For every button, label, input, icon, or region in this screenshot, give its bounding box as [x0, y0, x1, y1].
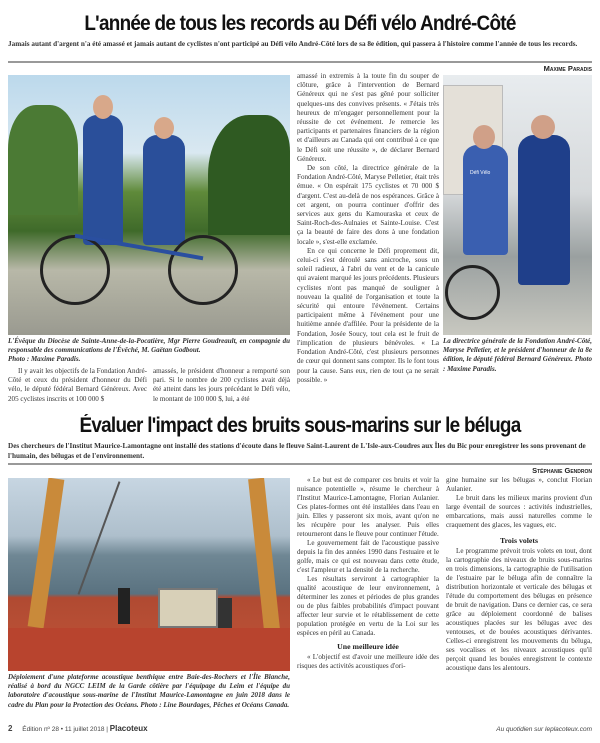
- paragraph: « Le but est de comparer ces bruits et voir la nuisance potentielle », résume le chercheur à l'Institut Maurice-Lamontagne, Florian Aulanier. Ces plates-formes ont été installées dans l'eau en juin. Elles y passeront six mois, avant qu'on ne les récupère pour les analyser. Puis elles retourneront dans le fleuve pour continuer l'étude.: [297, 476, 439, 538]
- article2-column-2: [446, 476, 592, 673]
- paragraph: gine humaine sur les bélugas », conclut Florian Aulanier.: [446, 476, 592, 493]
- article2-byline: Stéphanie Gendron: [532, 466, 592, 475]
- article1-column-2: [153, 367, 290, 404]
- caption-text: L'Évêque du Diocèse de Sainte-Anne-de-la-Pocatière, Mgr Pierre Goudreault, en compagnie du responsable des communications de l'Évêché, M. Gaëtan Godbout.: [8, 337, 290, 355]
- paragraph: Il y avait les objectifs de la Fondation André-Côté et ceux du président d'honneur du Défi vélo, le député fédéral Bernard Généreux. Avec 205 cyclistes inscrits et 100 000 $: [8, 367, 147, 403]
- divider: [8, 463, 592, 465]
- paragraph: amassés, le président d'honneur a remporté son pari. Si le nombre de 200 cyclistes avait déjà été atteint dans les jours précédant le Défi vélo, le montant de 100 000 $, lui, a été: [153, 367, 290, 403]
- jersey-text: Défi Vélo: [470, 170, 491, 176]
- paragraph: Le programme prévoit trois volets en tout, dont la cartographie des niveaux de bruits sous-marins en trois dimensions, la cartographie de l'utilisation de l'estuaire par le béluga afin de connaître la distribution horizontale et verticale des bélugas et l'étude du comportement des bélugas en présence de bruit de navigation. Dans ce dernier cas, ce sera grâce au déploiement coordonné de balises acoustiques placées sur les bélugas avec des ventouses, et de bouées acoustiques dérivantes. Celles-ci enregistrent les mouvements du béluga, ses vocalises et les niveaux acoustiques qu'il perçoit quand les bouées enregistrent le contexte acoustique dans les alentours.: [446, 547, 592, 672]
- subheading: Une meilleure idée: [337, 642, 399, 651]
- cyclists-photo-2: [443, 75, 592, 335]
- subheading: Trois volets: [499, 536, 539, 545]
- footer-left: [8, 724, 148, 734]
- article2-deck: Des chercheurs de l'Institut Maurice-Lamontagne ont installé des stations d'écoute dans le fleuve Saint-Laurent de L'Isle-aux-Coudres aux Îles du Bic pour enregistrer les sons provenant de l'humain, des bélugas et de l'environnement.: [8, 442, 586, 460]
- article1-byline: Maxime Paradis: [543, 64, 592, 73]
- paragraph: Le bruit dans les milieux marins provient d'un large éventail de sources : activités industrielles, embarcations, mais aussi naturelles comme le craquement des glaces, les vagues, etc.: [446, 494, 592, 529]
- paragraph: Le gouvernement fait de l'acoustique passive depuis la fin des années 1990 dans l'estuaire et le golfe, mais ce qui est nouveau dans cette étude, c'est l'ampleur et la densité de la recherche.: [297, 539, 439, 574]
- paragraph: En ce qui concerne le Défi proprement dit, celui-ci s'est déroulé sans anicroche, sous un soleil radieux, à l'abri du vent et de la canicule qui avaient marqué les jours précédents. Plusieurs cyclistes n'ont pas manqué de souligner à nouveau la qualité de l'organisation et toute la sécurité qui entoure l'événement. Certains participaient même à l'événement pour une huitième année d'affilée. Pour la présidente de la Fondation, Josée Soucy, tout cela est le fruit de l'implication de plusieurs bénévoles. « La Fondation André-Côté, c'est plusieurs personnes de cœur qui donnent sans compter. Ils le font tous pour la cause. Sans eux, rien de tout ça ne serait possible. »: [297, 246, 439, 384]
- article1-column-3: [297, 72, 439, 385]
- boat-deck-photo: [8, 478, 290, 671]
- cyclists-photo-1: [8, 75, 290, 335]
- page-number: 2: [8, 724, 13, 733]
- article1-column-1: [8, 367, 147, 404]
- website-link[interactable]: Au quotidien sur leplacoteux.com: [496, 726, 592, 733]
- article2-headline: Évaluer l'impact des bruits sous-marins sur le béluga: [79, 414, 521, 437]
- paragraph: Les résultats serviront à cartographier la qualité acoustique de leur environnement, à déterminer les zones et périodes de plus grandes ou de plus faibles probabilités d'impact pouvant affecter leur survie et le rétablissement de cette population protégée en vertu de la Loi sur les espèces en péril au Canada.: [297, 575, 439, 637]
- article2-column-1: [297, 476, 439, 671]
- article1-headline: L'année de tous les records au Défi vélo André-Côté: [84, 12, 516, 35]
- photo2-caption: La directrice générale de la Fondation André-Côté, Maryse Pelletier, et le président d'honneur de la 8e édition, le député fédéral Bernard Généreux. Photo : Maxime Paradis.: [443, 337, 592, 373]
- photo1-caption: [8, 337, 290, 365]
- paragraph: « L'objectif est d'avoir une meilleure idée des risques des activités acoustiques d'ori-: [297, 653, 439, 670]
- article1-deck: Jamais autant d'argent n'a été amassé et jamais autant de cyclistes n'ont participé au Défi vélo André-Côté lors de sa 8e édition, qui passera à l'histoire comme l'année de tous les records.: [8, 40, 578, 48]
- edition-info: Édition nº 28 • 11 juillet 2018 |: [22, 726, 108, 733]
- divider: [8, 61, 592, 63]
- paragraph: De son côté, la directrice générale de la Fondation André-Côté, Maryse Pelletier, était très émue. « On espérait 175 cyclistes et 70 000 $ d'argent. C'est au-delà de nos espérances. Grâce à cet argent, on pourra continuer d'offrir des services aux gens du Kamouraska et ceux de Saint-Roch-des-Aulnaies et Sainte-Louise. C'est ça la beauté de faire des dons à une fondation locale », s'est-elle exclamée.: [297, 164, 439, 246]
- photo-credit: Photo : Maxime Paradis.: [8, 355, 81, 364]
- logo: Placoteux: [109, 724, 148, 733]
- photo-caption: Déploiement d'une plateforme acoustique benthique entre Baie-des-Rochers et l'Île Blanche, réalisé à bord du NGCC LEIM de la Garde côtière par l'équipage du Leim et l'équipe du laboratoire d'acoustique sous-marine de l'Institut Maurice-Lamontagne en juin 2018 dans le cadre du Plan pour la Protection des Océans. Photo : Line Bourdages, Pêches et Océans Canada.: [8, 673, 290, 709]
- paragraph: amassé in extremis à la toute fin du souper de clôture, grâce à l'intervention de Bernard Généreux qui ne s'est pas gêné pour solliciter quelques-uns des convives présents. « J'étais très heureux de m'engager personnellement pour la réussite de cet événement. Je remercie les participants et partenaires financiers de la région et d'ailleurs au Canada qui ont contribué à ce que le Défi soit une réussite », de déclarer Bernard Généreux.: [297, 72, 439, 163]
